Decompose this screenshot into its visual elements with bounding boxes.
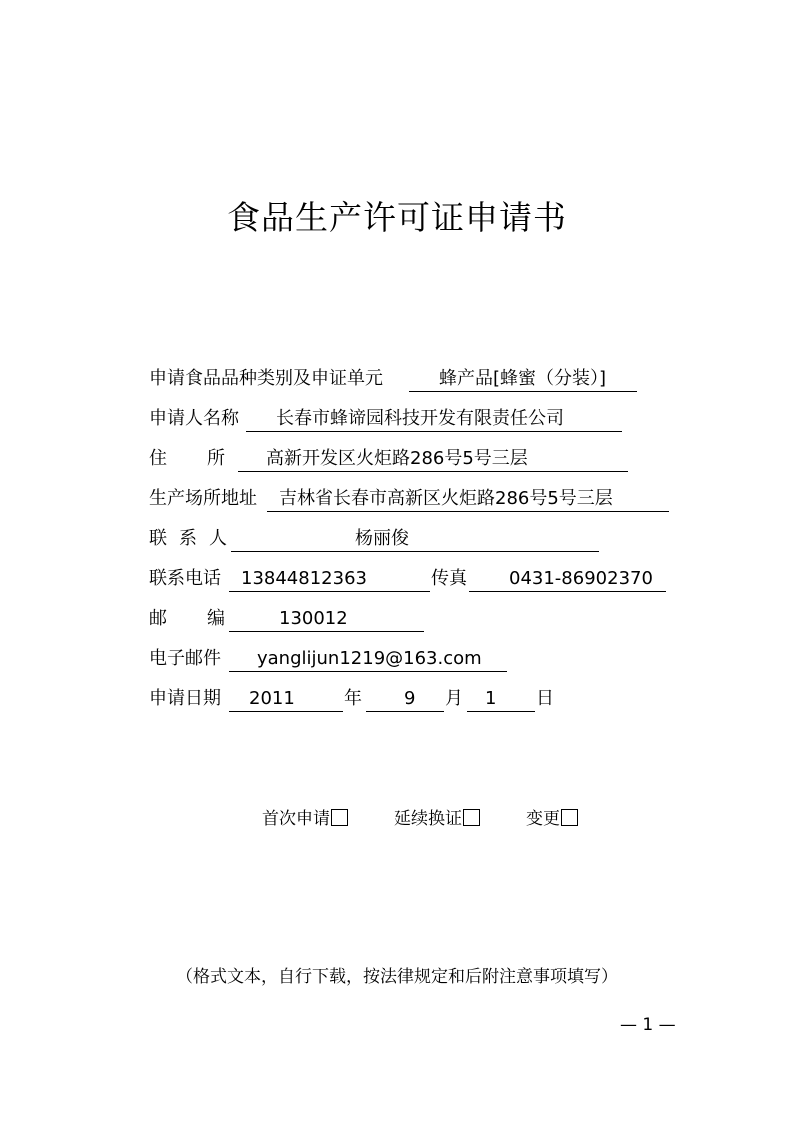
contact-label-2: 系 [179, 528, 197, 549]
site-field[interactable] [267, 486, 669, 512]
email-value: yanglijun1219@163.com [257, 648, 482, 669]
address-value: 高新开发区火炬路286号5号三层 [266, 448, 528, 469]
document-title: 食品生产许可证申请书 [227, 198, 567, 237]
option-change-checkbox[interactable] [561, 809, 578, 826]
address-label-2: 所 [207, 448, 225, 469]
site-label: 生产场所地址 [149, 488, 257, 509]
option-change[interactable] [526, 806, 578, 832]
phone-field[interactable] [229, 566, 430, 592]
email-field[interactable] [229, 646, 507, 672]
postcode-field[interactable] [229, 606, 424, 632]
phone-value: 13844812363 [241, 568, 367, 589]
option-first-checkbox[interactable] [331, 809, 348, 826]
date-year-unit: 年 [344, 688, 362, 709]
applicant-field[interactable] [246, 406, 622, 432]
fax-label: 传真 [431, 568, 467, 589]
category-label: 申请食品品种类别及申证单元 [149, 368, 383, 389]
date-day-unit: 日 [536, 688, 554, 709]
option-first[interactable] [262, 806, 348, 832]
postcode-label-2: 编 [207, 608, 225, 629]
date-day-field[interactable] [467, 686, 535, 712]
date-month-value: 9 [404, 688, 416, 709]
date-year-field[interactable] [229, 686, 343, 712]
option-first-label: 首次申请 [262, 809, 330, 829]
postcode-value: 130012 [279, 608, 348, 629]
option-change-label: 变更 [526, 809, 560, 829]
date-month-unit: 月 [445, 688, 463, 709]
address-field[interactable] [238, 446, 628, 472]
contact-label-3: 人 [209, 528, 227, 549]
date-year-value: 2011 [249, 688, 295, 709]
date-label: 申请日期 [149, 688, 221, 709]
category-field[interactable] [409, 366, 637, 392]
category-value: 蜂产品[蜂蜜（分装）] [439, 368, 607, 389]
postcode-label-1: 邮 [149, 608, 167, 629]
fax-field[interactable] [469, 566, 666, 592]
phone-label: 联系电话 [149, 568, 221, 589]
contact-value: 杨丽俊 [355, 528, 409, 549]
site-value: 吉林省长春市高新区火炬路286号5号三层 [279, 488, 613, 509]
date-month-field[interactable] [366, 686, 444, 712]
option-renew-checkbox[interactable] [463, 809, 480, 826]
applicant-label: 申请人名称 [149, 408, 239, 429]
page-number: — 1 — [620, 1015, 676, 1035]
date-day-value: 1 [485, 688, 497, 709]
address-label-1: 住 [149, 448, 167, 469]
option-renew[interactable] [394, 806, 480, 832]
fax-value: 0431-86902370 [509, 568, 653, 589]
contact-field[interactable] [231, 526, 599, 552]
contact-label-1: 联 [149, 528, 167, 549]
option-renew-label: 延续换证 [394, 809, 462, 829]
applicant-value: 长春市蜂谛园科技开发有限责任公司 [276, 408, 564, 429]
email-label: 电子邮件 [149, 648, 221, 669]
format-note: （格式文本，自行下载，按法律规定和后附注意事项填写） [176, 967, 618, 987]
